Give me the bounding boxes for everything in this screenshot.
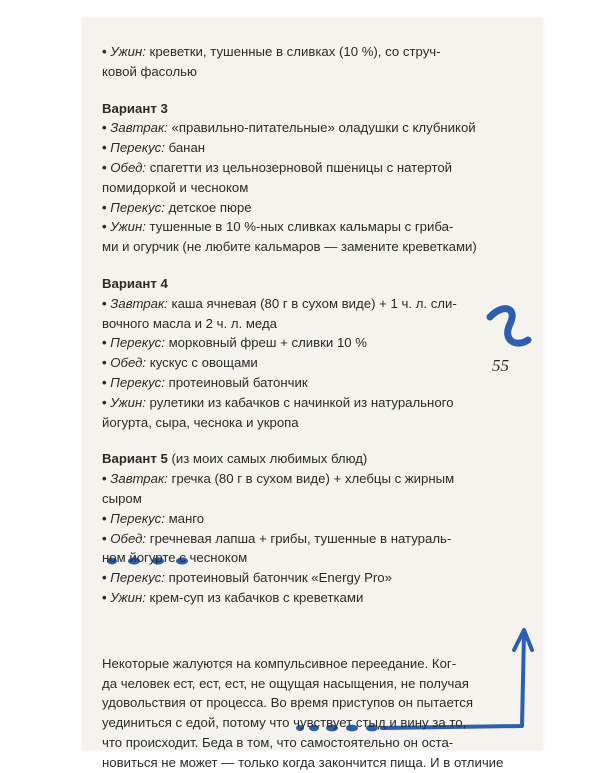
menu-item: • Завтрак: гречка (80 г в сухом виде) + хлебцы с жирным	[102, 469, 498, 489]
menu-item-continuation: йогурта, сыра, чеснока и укропа	[102, 414, 299, 430]
menu-item: • Ужин: тушенные в 10 %-ных сливках кальмары с гриба-	[102, 217, 498, 237]
paragraph-line: Некоторые жалуются на компульсивное переедание. Ког-	[102, 655, 457, 671]
variant-heading: Вариант 5 (из моих самых любимых блюд)	[102, 451, 368, 467]
menu-item-continuation: сыром	[102, 490, 142, 506]
variant-heading: Вариант 3	[102, 100, 168, 116]
paragraph-line: новиться не может — только когда закончится пища. И в отличие	[102, 754, 504, 770]
menu-item: • Перекус: протеиновый батончик «Energy Pro»	[102, 568, 498, 588]
page-number: 55	[492, 356, 509, 375]
menu-item: • Ужин: крем-суп из кабачков с креветками	[102, 588, 498, 608]
paragraph-line: удовольствия от процесса. Во время приступов он пытается	[102, 695, 473, 711]
paragraph-line: что происходит. Беда в том, что самостоятельно он оста-	[102, 734, 454, 750]
menu-item-continuation: ми и огурчик (не любите кальмаров — замените креветками)	[102, 239, 477, 255]
paragraph-line: уединиться с едой, потому что чувствует стыд и вину за то,	[102, 715, 467, 731]
menu-item: • Завтрак: «правильно-питательные» оладушки с клубникой	[102, 118, 498, 138]
paragraph-line: да человек ест, ест, ест, не ощущая насыщения, не получая	[102, 675, 469, 691]
menu-item-continuation: ковой фасолью	[102, 63, 197, 79]
menu-item: • Перекус: протеиновый батончик	[102, 373, 498, 393]
menu-item-continuation: вочного масла и 2 ч. л. меда	[102, 315, 277, 331]
menu-item: • Перекус: манго	[102, 509, 498, 529]
menu-item: • Обед: спагетти из цельнозерновой пшеницы с натертой	[102, 158, 498, 178]
menu-item: • Завтрак: каша ячневая (80 г в сухом виде) + 1 ч. л. сли-	[102, 294, 498, 314]
menu-item: • Обед: кускус с овощами	[102, 353, 498, 373]
menu-item: • Обед: гречневая лапша + грибы, тушенные в натураль-	[102, 529, 498, 549]
menu-item: • Ужин: креветки, тушенные в сливках (10 %), со струч-	[102, 42, 498, 62]
variant-heading: Вариант 4	[102, 275, 168, 291]
menu-item: • Перекус: детское пюре	[102, 198, 498, 218]
menu-item: • Ужин: рулетики из кабачков с начинкой из натурального	[102, 393, 498, 413]
book-page	[82, 18, 542, 770]
body-paragraph	[102, 654, 504, 773]
menu-item: • Перекус: морковный фреш + сливки 10 %	[102, 333, 498, 353]
menu-item-continuation: помидоркой и чесноком	[102, 179, 249, 195]
menu-item: • Перекус: банан	[102, 138, 498, 158]
menu-item-continuation: ном йогурте с чесноком	[102, 550, 248, 566]
